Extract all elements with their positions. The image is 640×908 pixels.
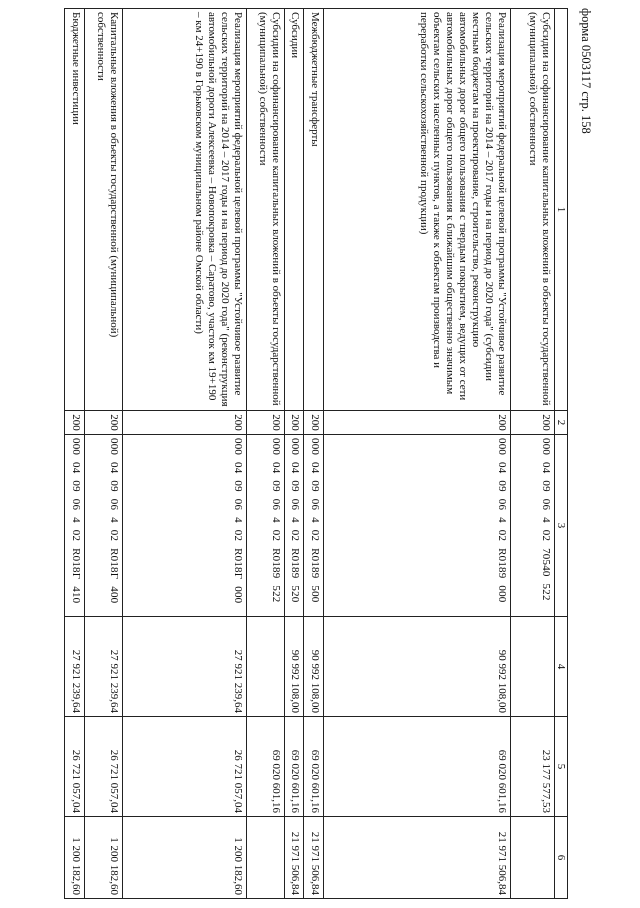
column-header-2: 2 <box>555 411 568 435</box>
row-executed: 69 020 601,16 <box>324 717 510 817</box>
row-approved: 90 992 108,00 <box>304 617 324 717</box>
form-reference: форма 0503117 стр. 158 <box>579 8 593 134</box>
row-executed: 69 020 601,16 <box>304 717 324 817</box>
budget-execution-table <box>64 8 568 899</box>
row-executed: 26 721 057,04 <box>84 717 122 817</box>
row-approved: 27 921 239,64 <box>65 617 85 717</box>
row-name: Бюджетные инвестиции <box>65 9 85 411</box>
row-unexecuted: 21 971 506,84 <box>324 817 510 899</box>
row-budget-code: 000 04 09 06 4 02 R018Г 410 <box>65 435 85 617</box>
row-approved: 27 921 239,64 <box>122 617 246 717</box>
row-executed: 26 721 057,04 <box>122 717 246 817</box>
table-row <box>246 9 284 899</box>
row-approved <box>246 617 284 717</box>
row-line-code: 200 <box>122 411 246 435</box>
table-row <box>84 9 122 899</box>
row-budget-code: 000 04 09 06 4 02 R0189 522 <box>246 435 284 617</box>
row-unexecuted: 1 200 182,60 <box>65 817 85 899</box>
row-line-code: 200 <box>65 411 85 435</box>
row-approved <box>510 617 554 717</box>
row-line-code: 200 <box>510 411 554 435</box>
row-budget-code: 000 04 09 06 4 02 70540 522 <box>510 435 554 617</box>
row-unexecuted <box>510 817 554 899</box>
row-budget-code: 000 04 09 06 4 02 R0189 000 <box>324 435 510 617</box>
row-line-code: 200 <box>84 411 122 435</box>
row-approved: 90 992 108,00 <box>324 617 510 717</box>
row-name: Межбюджетные трансферты <box>304 9 324 411</box>
table-row <box>510 9 554 899</box>
row-name: Субсидии <box>284 9 304 411</box>
column-header-1: 1 <box>555 9 568 411</box>
column-header-5: 5 <box>555 717 568 817</box>
row-line-code: 200 <box>304 411 324 435</box>
row-executed: 69 020 601,16 <box>284 717 304 817</box>
row-approved: 27 921 239,64 <box>84 617 122 717</box>
row-executed: 26 721 057,04 <box>65 717 85 817</box>
column-header-3: 3 <box>555 435 568 617</box>
table-row <box>324 9 510 899</box>
row-executed: 69 020 601,16 <box>246 717 284 817</box>
row-unexecuted: 1 200 182,60 <box>122 817 246 899</box>
row-budget-code: 000 04 09 06 4 02 R018Г 000 <box>122 435 246 617</box>
row-name: Реализация мероприятий федеральной целевой программы "Устойчивое развитие сельских территорий на 2014 – 2017 годы и на период до 2020 года" (реконструкция автомобильной дороги Алексеевка – Новопокровка – Саратово, участок км 19+190 – км 24+190 в Горьковском муниципальном районе Омской области) <box>122 9 246 411</box>
column-number-row <box>555 9 568 899</box>
row-line-code: 200 <box>246 411 284 435</box>
row-unexecuted: 21 971 506,84 <box>284 817 304 899</box>
row-name: Капитальные вложения в объекты государственной (муниципальной) собственности <box>84 9 122 411</box>
table-row <box>304 9 324 899</box>
row-budget-code: 000 04 09 06 4 02 R0189 520 <box>284 435 304 617</box>
rotated-page-content <box>64 8 568 898</box>
table-row <box>284 9 304 899</box>
table-row <box>122 9 246 899</box>
row-unexecuted: 1 200 182,60 <box>84 817 122 899</box>
row-budget-code: 000 04 09 06 4 02 R018Г 400 <box>84 435 122 617</box>
row-name: Реализация мероприятий федеральной целевой программы "Устойчивое развитие сельских территорий на 2014 – 2017 годы и на период до 2020 года" (субсидии местным бюджетам на проектирование, строительство, реконструкцию автомобильных дорог общего пользования с твердым покрытием, ведущих от сети автомобильных дорог общего пользования к ближайшим общественно значимым объектам сельских населенных пунктов, а также к объектам производства и переработки сельскохозяйственной продукции) <box>324 9 510 411</box>
row-executed: 23 177 577,53 <box>510 717 554 817</box>
column-header-4: 4 <box>555 617 568 717</box>
row-line-code: 200 <box>324 411 510 435</box>
row-budget-code: 000 04 09 06 4 02 R0189 500 <box>304 435 324 617</box>
table-row <box>65 9 85 899</box>
row-unexecuted <box>246 817 284 899</box>
row-approved: 90 992 108,00 <box>284 617 304 717</box>
row-name: Субсидии на софинансирование капитальных вложений в объекты государственной (муниципальной) собственности <box>510 9 554 411</box>
row-name: Субсидии на софинансирование капитальных вложений в объекты государственной (муниципальной) собственности <box>246 9 284 411</box>
row-unexecuted: 21 971 506,84 <box>304 817 324 899</box>
row-line-code: 200 <box>284 411 304 435</box>
column-header-6: 6 <box>555 817 568 899</box>
